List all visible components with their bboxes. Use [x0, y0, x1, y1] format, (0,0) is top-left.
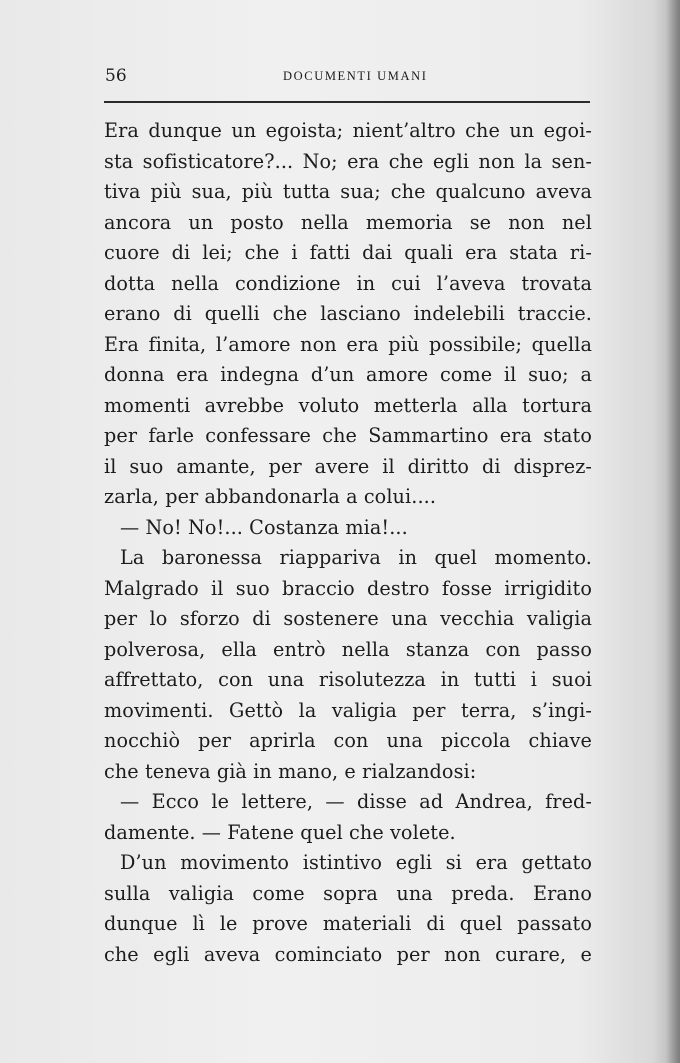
page-header: [105, 66, 590, 90]
page-number: 56: [105, 66, 127, 86]
text-line: cuore di lei; che i fatti dai quali era stata ri-: [104, 241, 592, 264]
running-head: DOCUMENTI UMANI: [283, 69, 428, 83]
text-line: per lo sforzo di sostenere una vecchia valigia: [104, 607, 592, 630]
text-line: sulla valigia come sopra una preda. Erano: [104, 881, 592, 905]
text-line: zarla, per abbandonarla a colui....: [104, 485, 437, 508]
text-line: sta sofisticatore?... No; era che egli non la sen-: [104, 149, 592, 173]
text-line: dotta nella condizione in cui l’aveva trovata: [104, 271, 592, 295]
text-line: movimenti. Gettò la valigia per terra, s’ingi-: [104, 698, 592, 722]
body-text: [104, 116, 592, 970]
text-line: donna era indegna d’un amore come il suo; a: [104, 363, 592, 386]
text-line: che egli aveva cominciato per non curare, e: [104, 942, 592, 966]
text-line: dunque lì le prove materiali di quel passato: [104, 912, 592, 935]
dialogue-line: — Ecco le lettere, — disse ad Andrea, fred-: [120, 790, 592, 813]
text-line: affrettato, con una risolutezza in tutti i suoi: [104, 668, 592, 691]
binding-shadow: [666, 0, 680, 1063]
text-line: nocchiò per aprirla con una piccola chiave: [104, 729, 592, 752]
dialogue-line: — No! No!... Costanza mia!...: [120, 515, 408, 539]
text-line: Era finita, l’amore non era più possibile; quella: [104, 332, 592, 356]
text-line: che teneva già in mano, e rialzandosi:: [104, 759, 477, 783]
text-line: erano di quelli che lasciano indelebili traccie.: [104, 302, 592, 325]
text-line: momenti avrebbe voluto metterla alla tortura: [104, 393, 592, 417]
paragraph-first-line: D’un movimento istintivo egli si era gettato: [120, 851, 592, 874]
text-line: polverosa, ella entrò nella stanza con passo: [104, 637, 592, 661]
text-line: per farle confessare che Sammartino era stato: [104, 424, 592, 447]
paragraph-first-line: La baronessa riappariva in quel momento.: [120, 546, 592, 569]
text-line: damente. — Fatene quel che volete.: [104, 820, 456, 844]
text-line: ancora un posto nella memoria se non nel: [104, 210, 592, 234]
text-line: il suo amante, per avere il diritto di disprez-: [104, 454, 592, 478]
text-line: tiva più sua, più tutta sua; che qualcuno aveva: [104, 180, 592, 203]
text-line: Malgrado il suo braccio destro fosse irrigidito: [104, 576, 592, 600]
text-line: Era dunque un egoista; nient’altro che un egoi-: [104, 119, 592, 142]
header-rule: [104, 101, 590, 103]
